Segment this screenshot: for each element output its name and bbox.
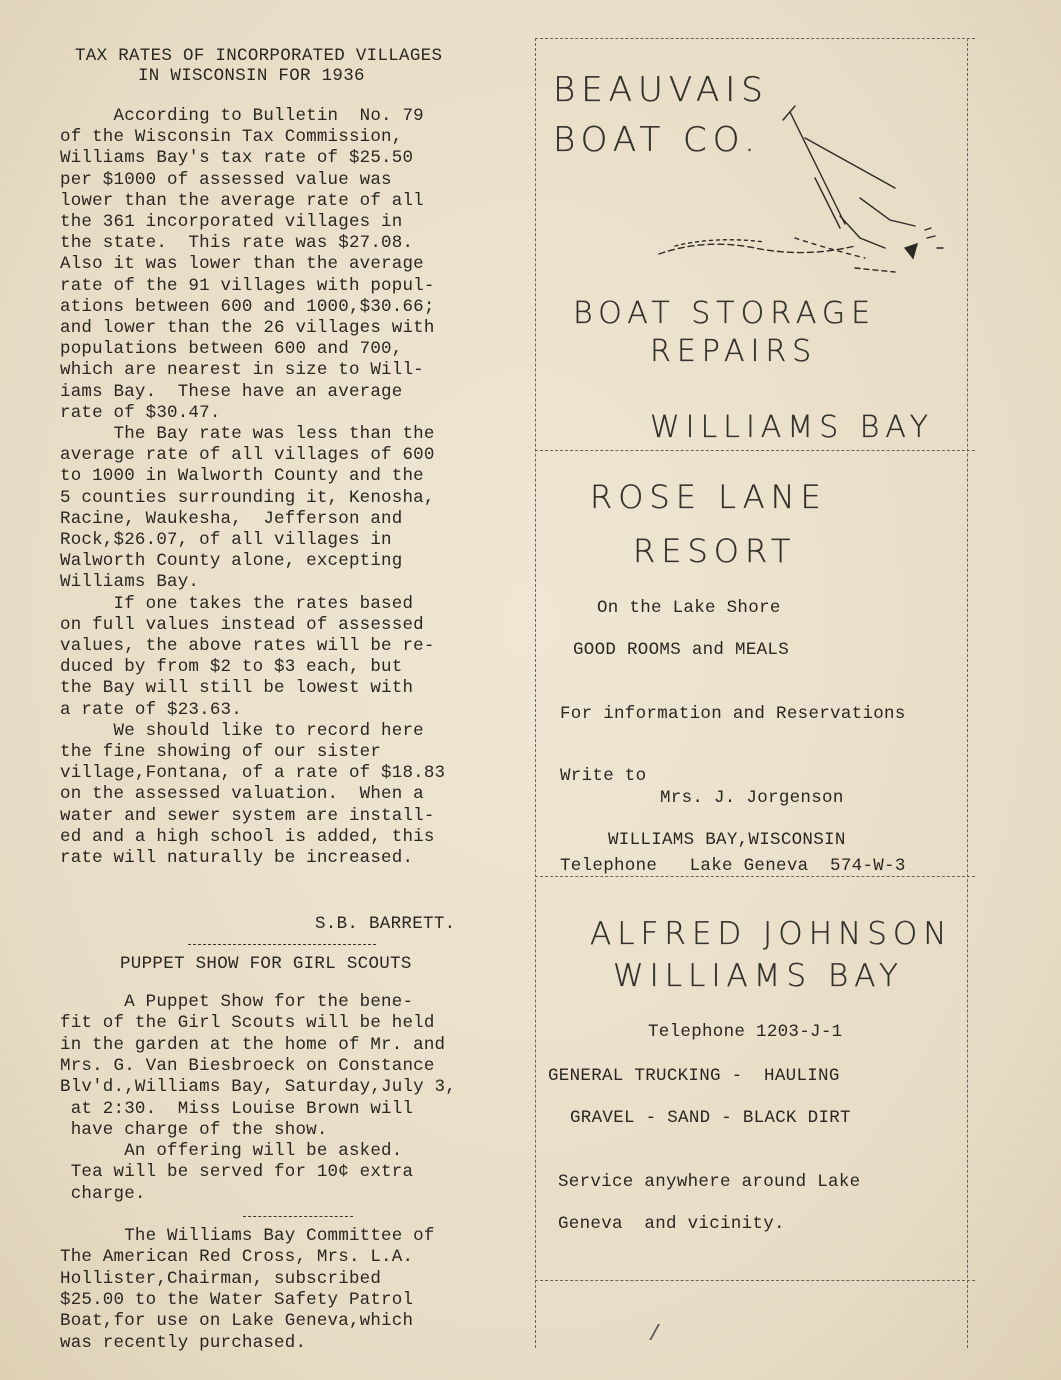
text-line: per $1000 of assessed value was — [60, 169, 392, 190]
puppet-show-title: PUPPET SHOW FOR GIRL SCOUTS — [120, 954, 412, 974]
ad-heading: ROSE LANE — [590, 478, 827, 516]
column-border-left — [535, 38, 536, 1348]
text-line: Rock,$26.07, of all villages in — [60, 530, 392, 550]
text-line: lower than the average rate of all — [60, 190, 424, 211]
text-line: was recently purchased. — [60, 1332, 307, 1353]
text-line: values, the above rates will be re- — [60, 636, 435, 656]
text-line: Racine, Waukesha, Jefferson and — [60, 508, 403, 529]
ad-location: WILLIAMS BAY — [613, 958, 904, 994]
ad-text: GENERAL TRUCKING - HAULING — [548, 1066, 840, 1086]
ad-location: WILLIAMS BAY — [650, 410, 934, 445]
text-line: on full values instead of assessed — [60, 614, 424, 635]
stray-mark: / — [648, 1322, 662, 1347]
text-line: An offering will be asked. — [60, 1141, 403, 1162]
text-line: ations between 600 and 1000,$30.66; — [60, 296, 435, 317]
text-line: Hollister,Chairman, subscribed — [60, 1268, 382, 1289]
ad-divider — [535, 1280, 975, 1281]
text-line: populations between 600 and 700, — [60, 339, 403, 360]
section-divider — [188, 944, 376, 945]
column-border-right — [967, 38, 968, 1348]
text-line: charge. — [60, 1183, 146, 1204]
text-line: Mrs. G. Van Biesbroeck on Constance — [60, 1055, 435, 1076]
ad-telephone: Telephone 1203-J-1 — [648, 1022, 843, 1042]
text-line: iams Bay. These have an average — [60, 381, 403, 402]
ad-heading: RESORT — [633, 532, 797, 570]
text-line: Williams Bay's tax rate of $25.50 — [60, 148, 414, 169]
text-line: the 361 incorporated villages in — [60, 212, 403, 232]
text-line: duced by from $2 to $3 each, but — [60, 657, 403, 678]
article-title-line2: IN WISCONSIN FOR 1936 — [138, 66, 365, 86]
text-line: water and sewer system are install- — [60, 805, 435, 826]
ad-telephone: Telephone Lake Geneva 574-W-3 — [560, 856, 906, 876]
text-line: A Puppet Show for the bene- — [60, 992, 414, 1012]
text-line: Walworth County alone, excepting — [60, 551, 403, 572]
ad-service-line: BOAT STORAGE — [573, 296, 877, 331]
text-line: According to Bulletin No. 79 — [60, 106, 424, 126]
text-line: on the assessed valuation. When a — [60, 784, 424, 805]
text-line: Williams Bay. — [60, 572, 200, 593]
section-divider — [243, 1216, 353, 1217]
text-line: $25.00 to the Water Safety Patrol — [60, 1289, 414, 1310]
ad-service-line: REPAIRS — [650, 334, 818, 369]
ad-text: GOOD ROOMS and MEALS — [573, 640, 790, 660]
text-line: at 2:30. Miss Louise Brown will — [60, 1098, 414, 1119]
text-line: Boat,for use on Lake Geneva,which — [60, 1311, 414, 1332]
text-line: the state. This rate was $27.08. — [60, 233, 414, 254]
text-line: the Bay will still be lowest with — [60, 678, 414, 699]
article-title: TAX RATES OF INCORPORATED VILLAGES — [75, 46, 443, 66]
ads-column — [535, 38, 975, 1348]
text-line: average rate of all villages of 600 — [60, 445, 435, 466]
text-line: ed and a high school is added, this — [60, 826, 435, 847]
ad-text: Write to — [560, 766, 647, 786]
text-line: The Williams Bay Committee of — [60, 1226, 435, 1246]
text-line: of the Wisconsin Tax Commission, — [60, 127, 403, 148]
ad-heading: BOAT CO. — [553, 120, 761, 160]
text-line: fit of the Girl Scouts will be held — [60, 1013, 435, 1034]
text-line: in the garden at the home of Mr. and — [60, 1034, 446, 1055]
text-line: which are nearest in size to Will- — [60, 360, 424, 381]
ad-heading: ALFRED JOHNSON — [590, 916, 953, 952]
ad-address: WILLIAMS BAY,WISCONSIN — [608, 830, 846, 850]
text-line: Also it was lower than the average — [60, 254, 424, 275]
text-line: The American Red Cross, Mrs. L.A. — [60, 1247, 414, 1268]
ad-heading: BEAUVAIS — [553, 70, 769, 110]
ad-border-top — [535, 38, 975, 39]
ad-contact-name: Mrs. J. Jorgenson — [660, 788, 844, 808]
sailboat-icon — [655, 98, 965, 278]
ad-divider — [535, 450, 975, 451]
text-line: We should like to record here — [60, 720, 424, 741]
ad-text: On the Lake Shore — [597, 598, 781, 618]
text-line: village,Fontana, of a rate of $18.83 — [60, 763, 446, 784]
text-line: and lower than the 26 villages with — [60, 318, 435, 338]
text-line: rate will naturally be increased. — [60, 848, 414, 868]
text-line: If one takes the rates based — [60, 593, 414, 614]
text-line: have charge of the show. — [60, 1119, 328, 1140]
ad-text: Geneva and vicinity. — [558, 1214, 785, 1234]
text-line: rate of $30.47. — [60, 402, 221, 423]
ad-text: GRAVEL - SAND - BLACK DIRT — [570, 1108, 851, 1128]
text-line: the fine showing of our sister — [60, 742, 382, 762]
text-line: Tea will be served for 10¢ extra — [60, 1162, 414, 1183]
text-line: Blv'd.,Williams Bay, Saturday,July 3, — [60, 1077, 456, 1098]
article-signature: S.B. BARRETT. — [315, 914, 456, 934]
text-line: rate of the 91 villages with popul- — [60, 275, 435, 296]
text-line: a rate of $23.63. — [60, 699, 242, 720]
ad-text: For information and Reservations — [560, 704, 906, 724]
ad-text: Service anywhere around Lake — [558, 1172, 861, 1192]
text-line: to 1000 in Walworth County and the — [60, 466, 424, 487]
ad-divider — [535, 876, 975, 877]
text-line: 5 counties surrounding it, Kenosha, — [60, 487, 435, 508]
text-line: The Bay rate was less than the — [60, 424, 435, 444]
